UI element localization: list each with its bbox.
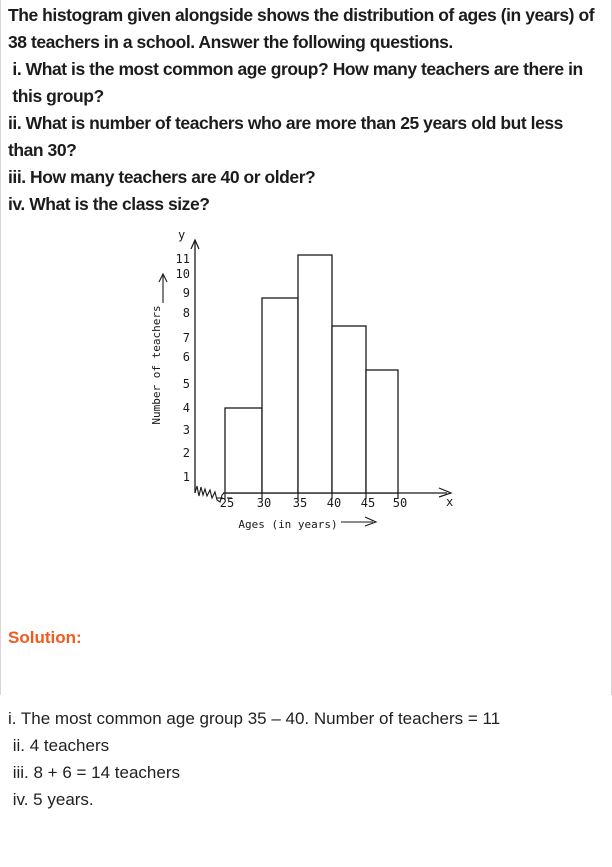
- question-line: iv. What is the class size?: [8, 194, 210, 214]
- solution-lines: [8, 705, 609, 813]
- x-tick-label: 35: [292, 496, 308, 510]
- question-line: i. What is the most common age group? How many teachers are there in: [8, 59, 583, 79]
- question-text: [8, 2, 609, 218]
- question-line: 38 teachers in a school. Answer the following questions.: [8, 32, 453, 52]
- y-axis-title: Number of teachers: [150, 305, 163, 425]
- x-tick-label: 40: [326, 496, 342, 510]
- question-line: The histogram given alongside shows the distribution of ages (in years) of: [8, 5, 595, 25]
- y-tick-label: 9: [182, 286, 190, 300]
- x-tick-label: 25: [219, 496, 235, 510]
- solution-line: iv. 5 years.: [8, 790, 94, 809]
- solution-line: i. The most common age group 35 – 40. Number of teachers = 11: [8, 709, 501, 728]
- question-line: than 30?: [8, 140, 77, 160]
- solution-heading: Solution:: [8, 628, 82, 647]
- x-axis-letter: x: [446, 495, 454, 509]
- y-tick-label: 8: [182, 306, 190, 320]
- solution-line: iii. 8 + 6 = 14 teachers: [8, 763, 180, 782]
- solution-section: [8, 570, 609, 867]
- question-line: this group?: [8, 86, 104, 106]
- question-line: ii. What is number of teachers who are more than 25 years old but less: [8, 113, 563, 133]
- x-tick-label: 45: [360, 496, 376, 510]
- histogram-bar: [332, 326, 366, 493]
- y-axis-letter: y: [178, 230, 186, 242]
- y-tick-label: 10: [175, 267, 190, 281]
- y-tick-label: 6: [182, 350, 190, 364]
- y-tick-label: 3: [182, 423, 190, 437]
- solution-line: ii. 4 teachers: [8, 736, 110, 755]
- question-line: iii. How many teachers are 40 or older?: [8, 167, 316, 187]
- histogram-svg: [1, 230, 612, 535]
- y-tick-label: 11: [175, 252, 190, 266]
- histogram-bar: [298, 255, 332, 493]
- y-tick-label: 7: [182, 331, 190, 345]
- histogram-bar: [225, 408, 262, 493]
- x-tick-label: 50: [392, 496, 408, 510]
- y-tick-label: 2: [182, 446, 190, 460]
- histogram-bar: [262, 298, 298, 493]
- y-tick-label: 4: [182, 401, 190, 415]
- x-axis-title: Ages (in years): [238, 518, 338, 531]
- y-tick-label: 1: [182, 470, 190, 484]
- histogram-bar: [366, 370, 398, 493]
- age-histogram-figure: [1, 230, 612, 535]
- x-tick-label: 30: [256, 496, 272, 510]
- y-tick-label: 5: [182, 377, 190, 391]
